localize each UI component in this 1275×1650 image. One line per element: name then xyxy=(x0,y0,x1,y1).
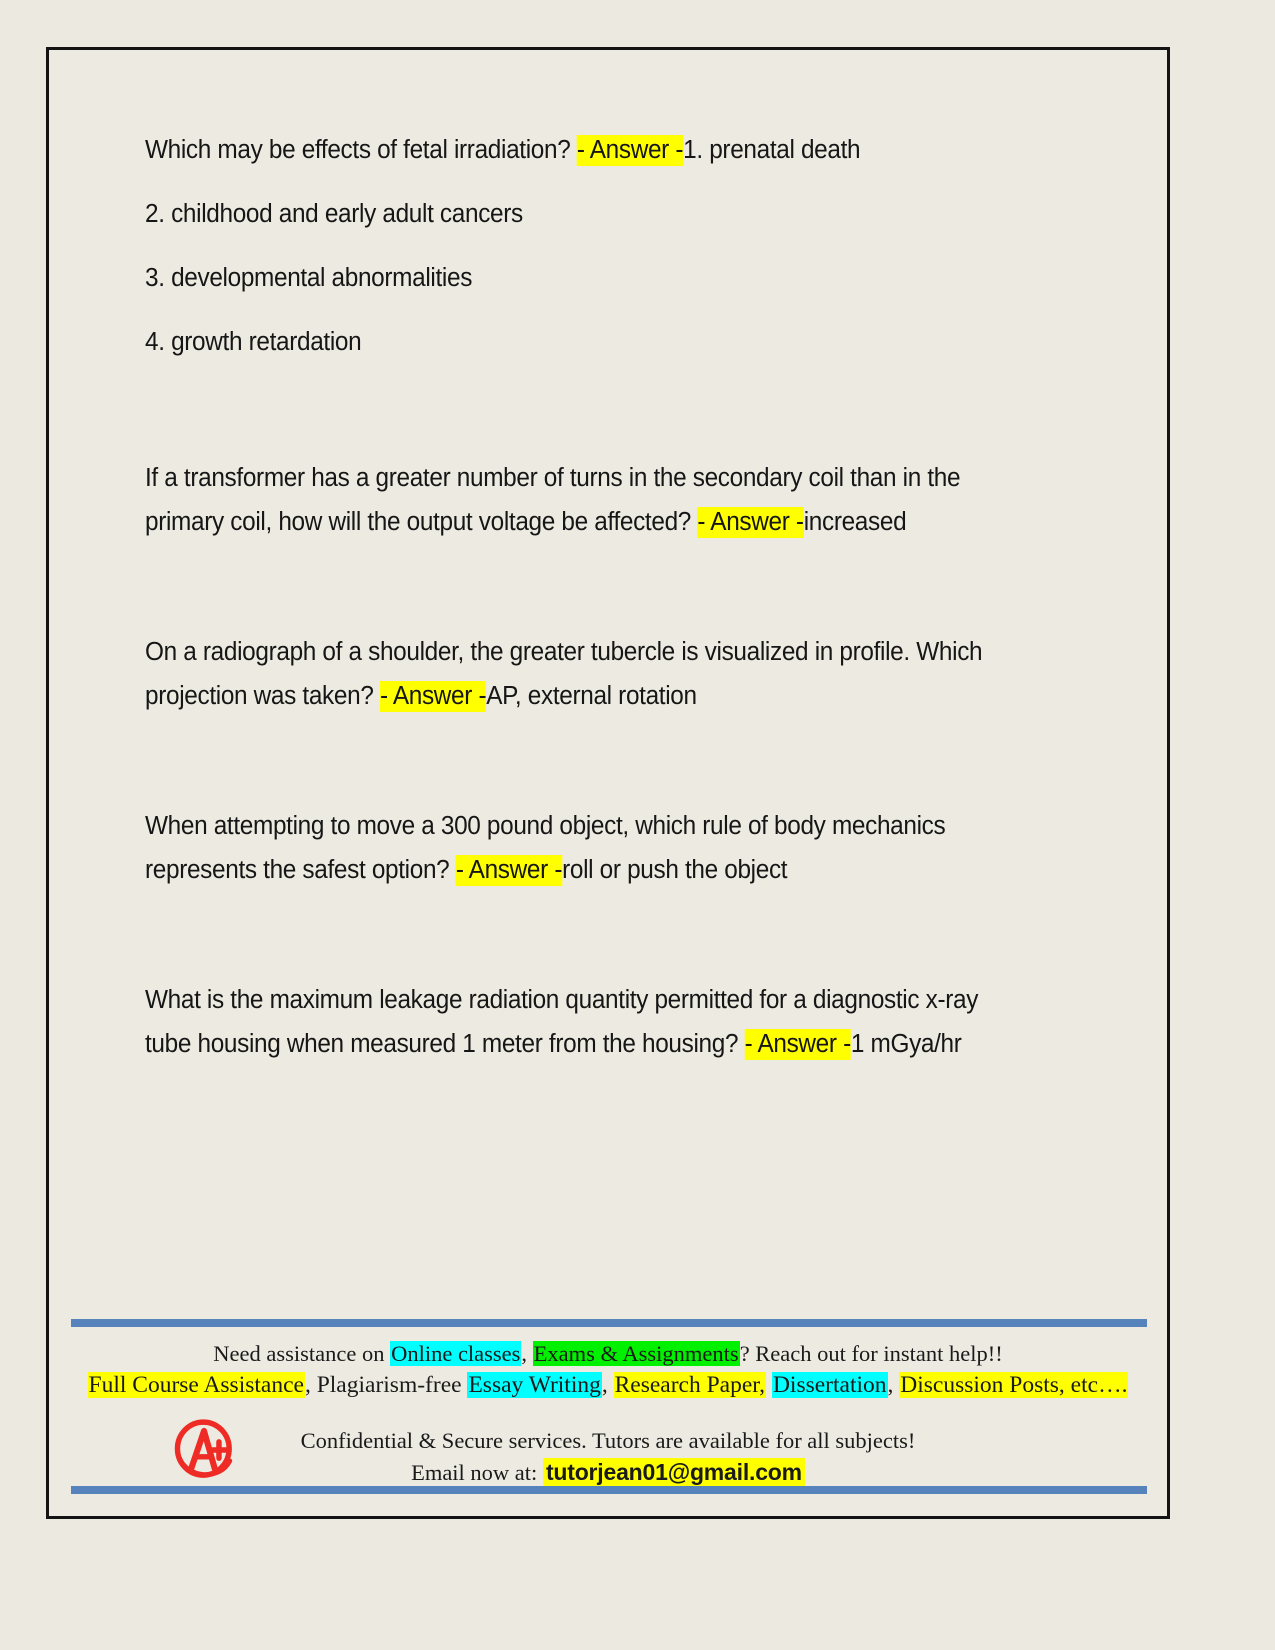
footer-text: , xyxy=(521,1341,533,1366)
answer-marker: - Answer - xyxy=(379,682,487,710)
question-prompt: Which may be effects of fetal irradiation? xyxy=(145,136,577,164)
answer-text: roll or push the object xyxy=(562,856,788,884)
question-prompt: When attempting to move a 300 pound object, which rule of body mechanics represents the safest option? xyxy=(145,812,946,884)
a-plus-logo xyxy=(169,1416,239,1484)
qa-option-4: 4. growth retardation xyxy=(145,328,362,356)
question-prompt: On a radiograph of a shoulder, the greater tubercle is visualized in profile. Which projection was taken? xyxy=(145,638,983,710)
footer-highlight-discussion-posts: Discussion Posts, etc…. xyxy=(900,1372,1128,1398)
footer-line-confidential: Confidential & Secure services. Tutors are available for all subjects! xyxy=(300,1428,916,1453)
footer-highlight-full-course-assistance: Full Course Assistance xyxy=(88,1372,304,1398)
question-prompt: What is the maximum leakage radiation quantity permitted for a diagnostic x-ray tube housing when measured 1 meter from the housing? xyxy=(145,986,979,1058)
question-answer-list xyxy=(145,128,1045,1066)
footer-highlight-online-classes: Online classes xyxy=(391,1341,521,1366)
qa-block-q3 xyxy=(145,630,1005,718)
a-plus-icon xyxy=(169,1416,239,1484)
qa-block-q5 xyxy=(145,978,1005,1066)
answer-marker: - Answer - xyxy=(576,136,684,164)
footer-line-services xyxy=(49,1340,1167,1367)
qa-option-3: 3. developmental abnormalities xyxy=(145,264,473,292)
answer-marker: - Answer - xyxy=(697,508,804,536)
footer-text: , xyxy=(887,1372,900,1398)
document-sheet xyxy=(46,47,1170,1519)
footer-highlight-dissertation: Dissertation xyxy=(772,1372,887,1398)
email-label: Email now at: xyxy=(411,1460,538,1485)
answer-text: 1. prenatal death xyxy=(683,136,861,164)
answer-text: increased xyxy=(803,508,907,536)
promo-footer xyxy=(49,1296,1167,1516)
qa-option-2: 2. childhood and early adult cancers xyxy=(145,200,523,228)
footer-text: , Plagiarism-free xyxy=(304,1372,468,1398)
answer-marker: - Answer - xyxy=(455,856,563,884)
footer-text: Need assistance on xyxy=(213,1341,391,1366)
footer-line-offerings xyxy=(49,1371,1167,1399)
answer-marker: - Answer - xyxy=(744,1030,851,1058)
footer-highlight-exams-assignments: Exams & Assignments xyxy=(533,1341,739,1366)
footer-highlight-research-paper: Research Paper, xyxy=(614,1372,766,1398)
footer-divider-bottom xyxy=(71,1486,1147,1494)
answer-text: 1 mGya/hr xyxy=(850,1030,962,1058)
answer-text: AP, external rotation xyxy=(486,682,697,710)
qa-block-q2 xyxy=(145,456,1005,544)
footer-text: , xyxy=(601,1372,614,1398)
question-prompt: If a transformer has a greater number of turns in the secondary coil than in the primary coil, how will the output voltage be affected? xyxy=(145,464,961,536)
qa-block-q1 xyxy=(145,128,1005,172)
footer-divider-top xyxy=(71,1319,1147,1327)
footer-text: ? Reach out for instant help!! xyxy=(739,1341,1003,1366)
qa-block-q4 xyxy=(145,804,1005,892)
email-address[interactable]: tutorjean01@gmail.com xyxy=(543,1458,805,1487)
footer-highlight-essay-writing: Essay Writing xyxy=(468,1372,601,1398)
